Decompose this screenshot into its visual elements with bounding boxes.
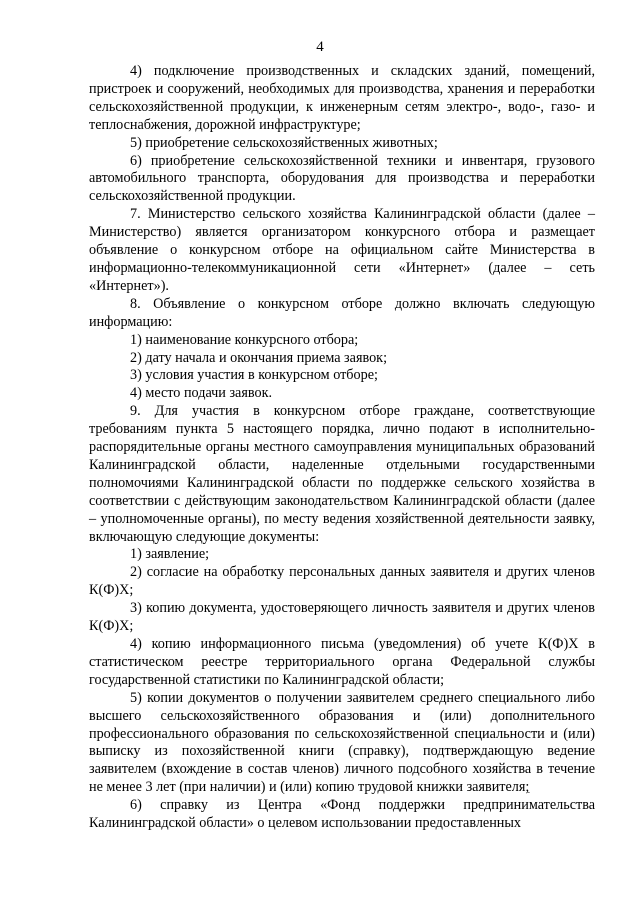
paragraph: 9. Для участия в конкурсном отборе граждане, соответствующие требованиям пункта 5 настоящего порядка, лично подают в исполнительно-распорядительные органы местного самоуправления муниципальных образований Калининградской области, наделенные отдельными государственными полномочиями Калининградской области по поддержке сельского хозяйства в соответствии с действующим законодательством Калининградской области (далее – уполномоченные органы), по месту ведения хозяйственной деятельности заявку, включающую следующие документы: (89, 403, 595, 545)
paragraph: 4) подключение производственных и складских зданий, помещений, пристроек и сооружений, необходимых для производства, хранения и переработки сельскохозяйственной продукции, к инженерным сетям электро-, водо-, газо- и теплоснабжения, дорожной инфраструктуре; (89, 63, 595, 133)
document-body (89, 63, 595, 833)
list-item: 2) согласие на обработку персональных данных заявителя и других членов К(Ф)Х; (89, 564, 595, 599)
list-item: 4) место подачи заявок. (130, 385, 273, 402)
paragraph-text: 5) копии документов о получении заявителем среднего специального либо высшего сельскохозяйственного образования и (или) дополнительного профессионального образования по сельскохозяйственной специальности и (или) выписку из похозяйственной книги (справку), подтверждающую ведение заявителем (вхождение в состав членов) личного подсобного хозяйства в течение не менее 3 лет (при наличии) и (или) копию трудовой книжки заявителя (89, 689, 595, 796)
list-item: 6) справку из Центра «Фонд поддержки предпринимательства Калининградской области» о целевом использовании предоставленных (89, 797, 595, 832)
paragraph: 8. Объявление о конкурсном отборе должно включать следующую информацию: (89, 295, 595, 330)
list-item: 1) наименование конкурсного отбора; (130, 331, 359, 348)
list-item: 3) условия участия в конкурсном отборе; (130, 367, 378, 384)
underlined-semicolon: ; (525, 779, 530, 796)
list-item: 4) копию информационного письма (уведомления) об учете К(Ф)Х в статистическом реестре территориального органа Федеральной службы государственной статистики по Калининградской области; (89, 636, 595, 688)
paragraph: 7. Министерство сельского хозяйства Калининградской области (далее – Министерство) является организатором конкурсного отбора и размещает объявление о конкурсном отборе на официальном сайте Министерства в информационно-телекоммуникационной сети «Интернет» (далее – сеть «Интернет»). (89, 206, 595, 294)
list-item (89, 690, 595, 797)
list-item: 3) копию документа, удостоверяющего личность заявителя и других членов К(Ф)Х; (89, 600, 595, 635)
paragraph: 5) приобретение сельскохозяйственных животных; (130, 134, 438, 151)
list-item: 1) заявление; (130, 546, 210, 563)
paragraph: 6) приобретение сельскохозяйственной техники и инвентаря, грузового автомобильного транспорта, оборудования для производства и переработки сельскохозяйственной продукции. (89, 152, 595, 205)
list-item: 2) дату начала и окончания приема заявок; (130, 349, 388, 366)
page-number: 4 (316, 39, 324, 55)
